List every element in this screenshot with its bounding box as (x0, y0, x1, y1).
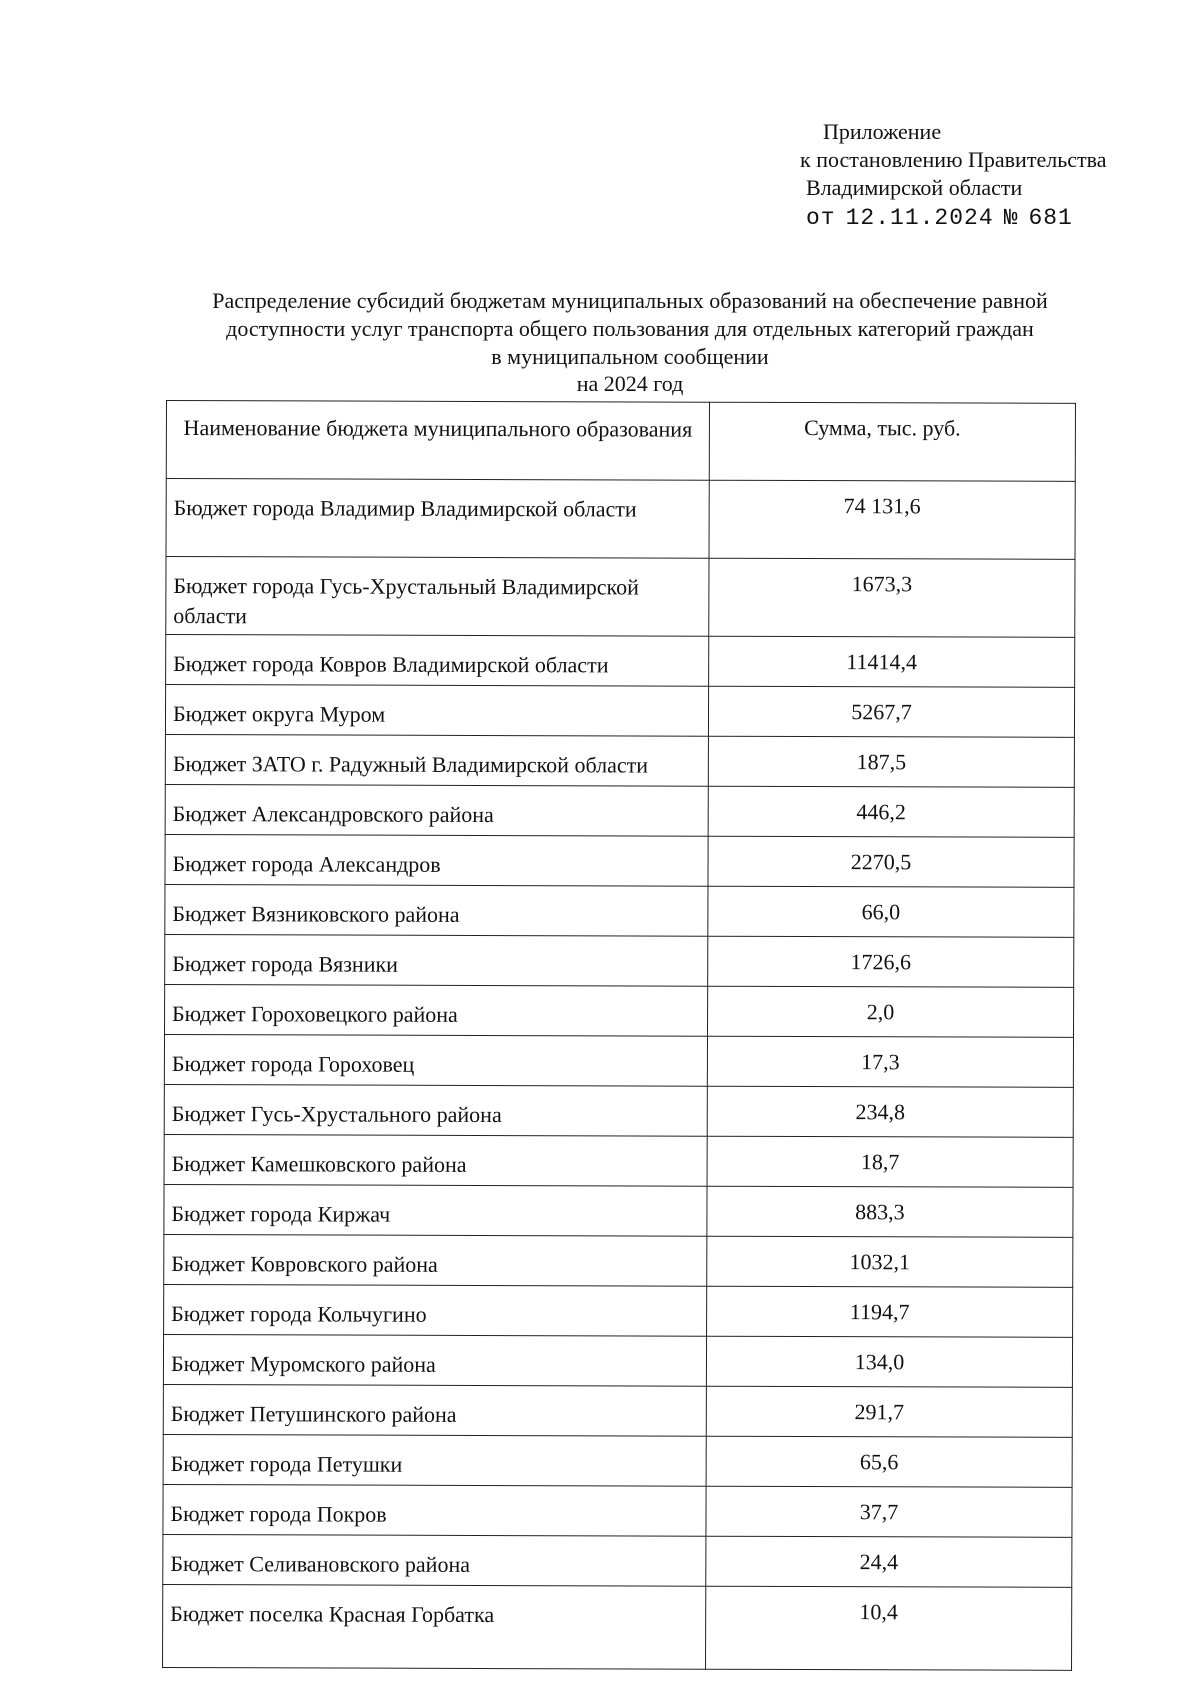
row-sum: 10,4 (706, 1586, 1072, 1670)
table-row (164, 1234, 1073, 1287)
title-line-3: в муниципальном сообщении (491, 344, 769, 369)
region-name: Владимирской области (806, 175, 1023, 200)
row-sum: 65,6 (706, 1436, 1072, 1487)
row-sum: 1194,7 (707, 1286, 1073, 1337)
appendix-header (800, 118, 1160, 232)
row-name: Бюджет Вязниковского района (165, 884, 708, 936)
row-name: Бюджет ЗАТО г. Радужный Владимирской области (165, 734, 708, 786)
decree-date: 12.11.2024 (845, 205, 994, 231)
table-row (164, 1134, 1073, 1187)
row-name: Бюджет Петушинского района (163, 1384, 706, 1436)
row-sum: 234,8 (707, 1086, 1073, 1137)
row-name: Бюджет города Александров (165, 834, 708, 886)
row-sum: 18,7 (707, 1136, 1073, 1187)
date-prefix: от (806, 205, 836, 231)
table-row (163, 1384, 1072, 1437)
decree-date-number (800, 204, 1160, 232)
row-name: Бюджет Муромского района (163, 1334, 706, 1386)
row-sum: 2270,5 (708, 836, 1074, 887)
table-row (165, 834, 1074, 887)
row-sum: 1673,3 (709, 558, 1075, 637)
row-name: Бюджет города Киржач (164, 1184, 707, 1236)
row-sum: 1032,1 (707, 1236, 1073, 1287)
title-line-1: Распределение субсидий бюджетам муниципальных образований на обеспечение равной (212, 288, 1048, 313)
row-sum: 134,0 (706, 1336, 1072, 1387)
table-row (165, 734, 1074, 787)
row-name: Бюджет Гороховецкого района (165, 984, 708, 1036)
row-name: Бюджет города Покров (163, 1484, 706, 1536)
row-name: Бюджет города Вязники (165, 934, 708, 986)
row-name: Бюджет города Гусь-Хрустальный Владимирской области (166, 557, 709, 637)
number-sign: № (1003, 205, 1019, 231)
row-sum: 2,0 (708, 986, 1074, 1037)
header-sum-cell: Сумма, тыс. руб. (709, 402, 1075, 481)
row-sum: 17,3 (707, 1036, 1073, 1087)
row-name: Бюджет Селивановского района (163, 1534, 706, 1586)
row-sum: 5267,7 (708, 686, 1074, 737)
table-row (165, 934, 1074, 987)
document-title (150, 287, 1110, 397)
row-sum: 1726,6 (708, 936, 1074, 987)
row-sum: 883,3 (707, 1186, 1073, 1237)
table-row (166, 557, 1075, 638)
row-name: Бюджет Гусь-Хрустального района (164, 1084, 707, 1136)
row-sum: 37,7 (706, 1486, 1072, 1537)
header-name-cell: Наименование бюджета муниципального образования (166, 401, 709, 481)
row-name: Бюджет города Петушки (163, 1434, 706, 1486)
row-name: Бюджет поселка Красная Горбатка (163, 1584, 706, 1669)
row-sum: 74 131,6 (709, 480, 1075, 559)
table-row (163, 1334, 1072, 1387)
subsidy-table (162, 400, 1076, 1671)
table-row (163, 1484, 1072, 1537)
row-sum: 291,7 (706, 1386, 1072, 1437)
table-row (164, 1184, 1073, 1237)
row-sum: 187,5 (708, 736, 1074, 787)
decree-number: 681 (1028, 205, 1073, 231)
decree-reference: к постановлению Правительства (800, 147, 1107, 172)
row-sum: 24,4 (706, 1536, 1072, 1587)
table-header-row (166, 401, 1075, 482)
title-line-2: доступности услуг транспорта общего пользования для отдельных категорий граждан (226, 316, 1034, 341)
table-row (163, 1534, 1072, 1587)
row-name: Бюджет города Владимир Владимирской области (166, 479, 709, 559)
table-row (165, 984, 1074, 1037)
row-name: Бюджет города Ковров Владимирской области (166, 635, 709, 687)
row-name: Бюджет округа Муром (165, 685, 708, 737)
row-sum: 11414,4 (709, 636, 1075, 687)
row-name: Бюджет города Кольчугино (164, 1284, 707, 1336)
title-line-4: на 2024 год (576, 371, 684, 396)
table-row (166, 635, 1075, 688)
table-row (164, 1084, 1073, 1137)
row-name: Бюджет Ковровского района (164, 1234, 707, 1286)
table-row (165, 685, 1074, 738)
table-row (166, 479, 1075, 560)
row-name: Бюджет Александровского района (165, 784, 708, 836)
row-name: Бюджет Камешковского района (164, 1134, 707, 1186)
table-row (163, 1584, 1072, 1670)
table-row (165, 884, 1074, 937)
table-row (164, 1034, 1073, 1087)
row-name: Бюджет города Гороховец (164, 1034, 707, 1086)
row-sum: 66,0 (708, 886, 1074, 937)
table-row (163, 1434, 1072, 1487)
table-row (165, 784, 1074, 837)
row-sum: 446,2 (708, 786, 1074, 837)
table-row (164, 1284, 1073, 1337)
appendix-label: Приложение (823, 119, 942, 144)
